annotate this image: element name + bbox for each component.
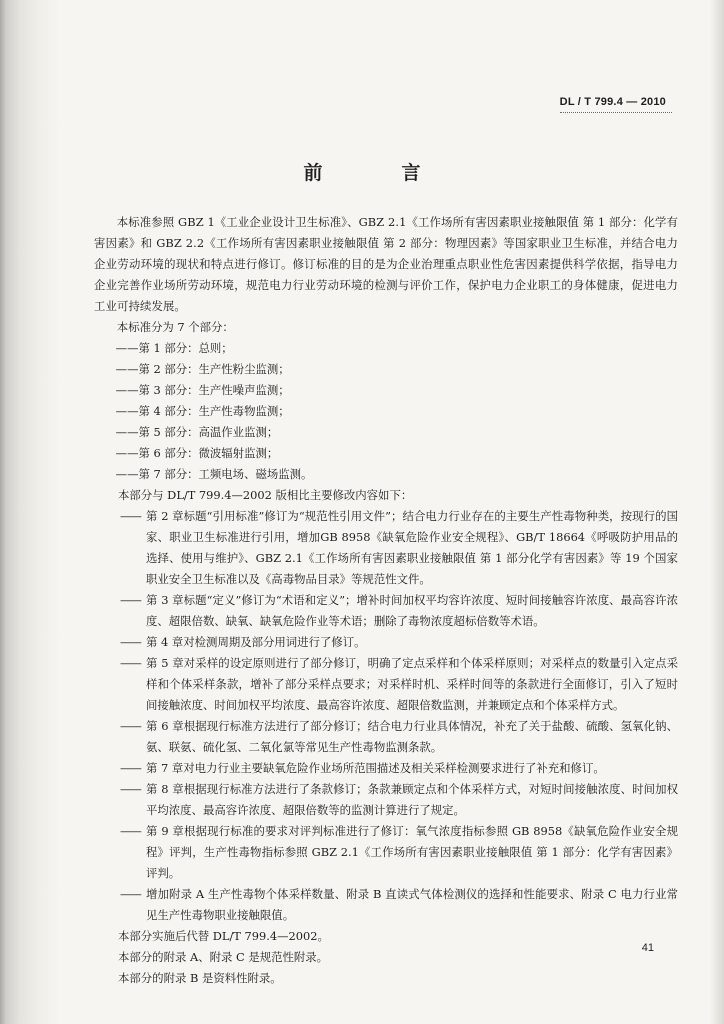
- dash-mark: ——: [120, 824, 141, 838]
- change-text: 第 7 章对电力行业主要缺氧危险作业场所范围描述及相关采样检测要求进行了补充和修订。: [146, 761, 605, 775]
- dash-mark: ——: [120, 656, 141, 670]
- standard-code: DL / T 799.4 — 2010: [559, 96, 666, 108]
- change-text: 第 3 章标题“定义”修订为“术语和定义”；增补时间加权平均容许浓度、短时间接触容许浓度、最高容许浓度、超限倍数、缺氧、缺氧危险作业等术语；删除了毒物浓度超标倍数等术语。: [146, 593, 678, 628]
- closing-line: 本部分的附录 A、附录 C 是规范性附录。: [118, 950, 329, 964]
- intro-paragraph: 本标准参照 GBZ 1《工业企业设计卫生标准》、GBZ 2.1《工作场所有害因素职业接触限值 第 1 部分：化学有害因素》和 GBZ 2.2《工作场所有害因素职业接触限值 第 2 部分：物理因素》等国家职业卫生标准，并结合电力企业劳动环境的现状和特点进行修订。修订标准的目的是为企业治理重点职业性危害因素提供科学依据，指导电力企业完善作业场所劳动环境，规范电力行业劳动环境的检测与评价工作，保护电力企业职工的身体健康，促进电力工业可持续发展。: [94, 215, 678, 313]
- change-text: 增加附录 A 生产性毒物个体采样数量、附录 B 直读式气体检测仪的选择和性能要求、附录 C 电力行业常见生产性毒物职业接触限值。: [146, 887, 678, 922]
- scan-shadow-right: [710, 0, 724, 1024]
- change-text: 第 4 章对检测周期及部分用词进行了修订。: [146, 635, 366, 649]
- document-body: [94, 212, 678, 989]
- change-text: 第 9 章根据现行标准的要求对评判标准进行了修订：氧气浓度指标参照 GB 8958《缺氧危险作业安全规程》评判，生产性毒物指标参照 GBZ 2.1《工作场所有害因素职业接触限值 第 1 部分：化学有害因素》评判。: [146, 824, 678, 880]
- change-item: [94, 653, 678, 716]
- change-text: 第 5 章对采样的设定原则进行了部分修订，明确了定点采样和个体采样原则；对采样点的数量引入定点采样和个体采样条款，增补了部分采样点要求；对采样时机、采样时间等的条款进行全面修订，引入了短时间接触浓度、时间加权平均浓度、最高容许浓度、超限倍数监测，并兼顾定点和个体采样方式。: [146, 656, 678, 712]
- dash-mark: ——: [120, 593, 141, 607]
- dash-mark: ——: [120, 887, 141, 901]
- changes-intro: 本部分与 DL/T 799.4—2002 版相比主要修改内容如下：: [118, 488, 413, 502]
- part-item: ——第 5 部分：高温作业监测；: [115, 425, 279, 439]
- change-text: 第 2 章标题“引用标准”修订为“规范性引用文件”；结合电力行业存在的主要生产性毒物种类，按现行的国家、职业卫生标准进行引用，增加GB 8958《缺氧危险作业安全规程》、GB/T 18664《呼吸防护用品的选择、使用与维护》、GBZ 2.1《工作场所有害因素职业接触限值 第 1 部分化学有害因素》等 19 个国家职业安全卫生标准以及《高毒物品目录》等规范性文件。: [146, 509, 678, 586]
- page-number: 41: [641, 942, 654, 954]
- dash-mark: ——: [120, 719, 141, 733]
- header-rule: [560, 112, 672, 113]
- change-item: [94, 716, 678, 758]
- dash-mark: ——: [120, 761, 141, 775]
- part-item: ——第 2 部分：生产性粉尘监测；: [115, 362, 290, 376]
- change-item: [94, 506, 678, 590]
- closing-line: 本部分的附录 B 是资料性附录。: [118, 971, 282, 985]
- closing-line: 本部分实施后代替 DL/T 799.4—2002。: [118, 929, 329, 943]
- part-item: ——第 4 部分：生产性毒物监测；: [115, 404, 290, 418]
- scan-shadow-left: [0, 0, 60, 1024]
- dash-mark: ——: [120, 509, 141, 523]
- dash-mark: ——: [120, 782, 141, 796]
- change-item: [94, 632, 678, 653]
- change-item: [94, 590, 678, 632]
- part-item: ——第 6 部分：微波辐射监测；: [115, 446, 279, 460]
- change-item: [94, 821, 678, 884]
- change-text: 第 8 章根据现行标准方法进行了条款修订；条款兼顾定点和个体采样方式，对短时间接触浓度、时间加权平均浓度、最高容许浓度、超限倍数等的监测计算进行了规定。: [146, 782, 678, 817]
- part-item: ——第 1 部分：总则；: [115, 341, 233, 355]
- part-item: ——第 7 部分：工频电场、磁场监测。: [115, 467, 313, 481]
- parts-intro: 本标准分为 7 个部分：: [116, 320, 234, 334]
- change-text: 第 6 章根据现行标准方法进行了部分修订；结合电力行业具体情况，补充了关于盐酸、硫酸、氢氧化钠、氨、联氨、硫化氢、二氧化氯等常见生产性毒物监测条款。: [146, 719, 678, 754]
- change-item: [94, 884, 678, 926]
- part-item: ——第 3 部分：生产性噪声监测；: [115, 383, 290, 397]
- dash-mark: ——: [120, 635, 141, 649]
- page-title: 前 言: [303, 162, 451, 184]
- change-item: [94, 779, 678, 821]
- change-item: [94, 758, 678, 779]
